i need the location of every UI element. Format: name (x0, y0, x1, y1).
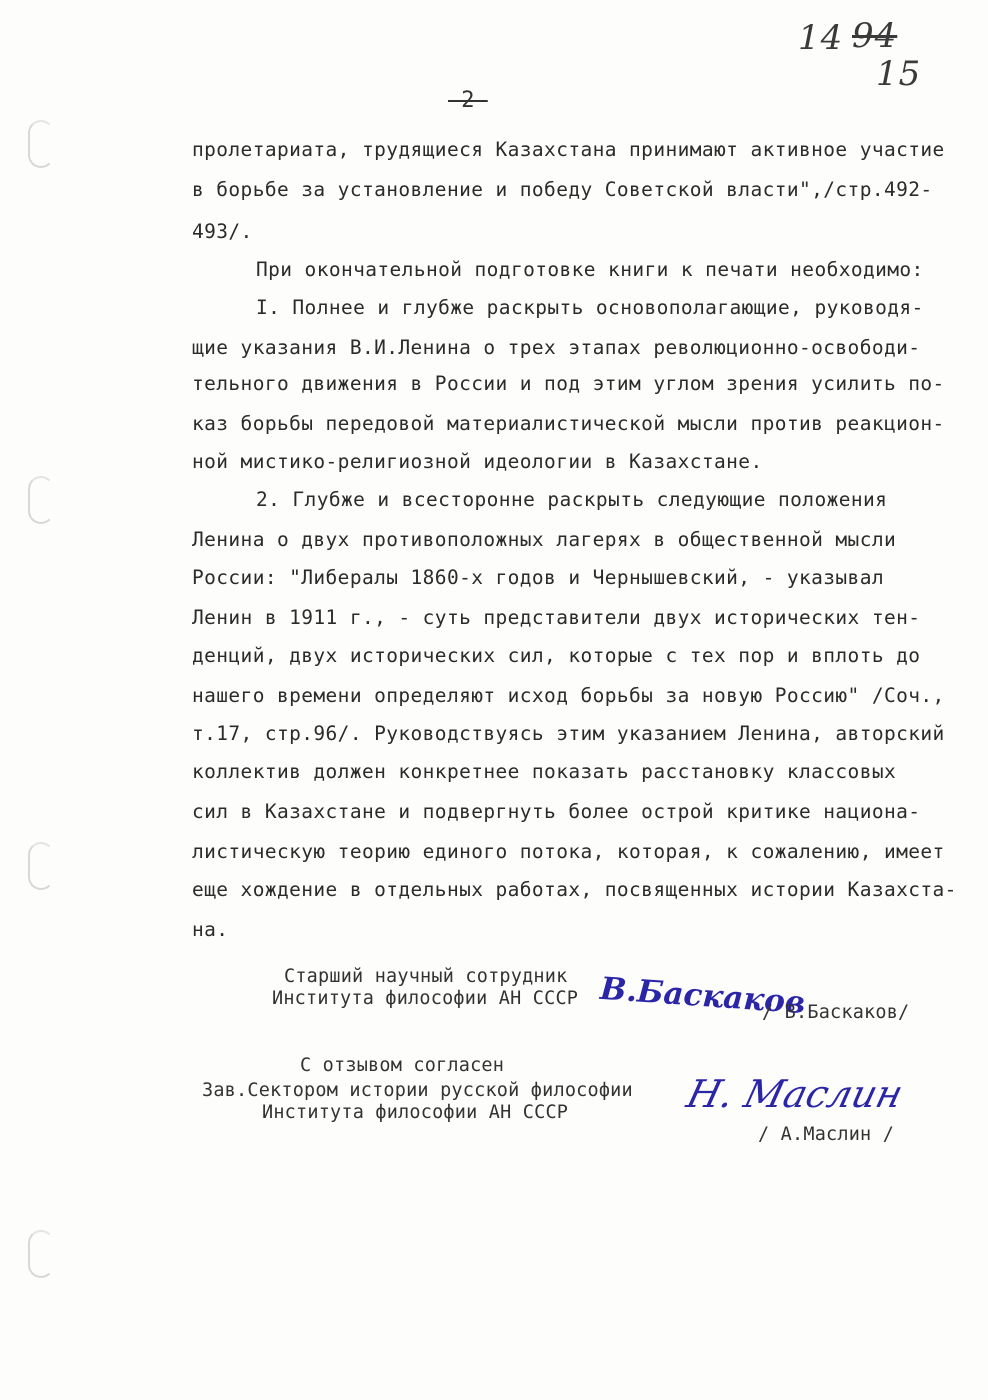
archive-number-a: 14 (798, 18, 844, 58)
body-line: на. (192, 918, 229, 941)
signer-title-line: Старший научный сотрудник (284, 966, 568, 987)
signer-name: / В.Баскаков/ (762, 1002, 910, 1023)
archive-number-c: 15 (876, 54, 922, 94)
archive-page-number (790, 18, 940, 93)
body-line: денций, двух исторических сил, которые с тех пор и вплоть до (192, 644, 921, 667)
body-line: в борьбе за установление и победу Советской власти",/стр.492- (192, 178, 933, 201)
body-line: ной мистико-религиозной идеологии в Казахстане. (192, 450, 763, 473)
punch-hole (28, 1230, 54, 1278)
body-line: Ленина о двух противоположных лагерях в общественной мысли (192, 528, 897, 551)
body-line: пролетариата, трудящиеся Казахстана принимают активное участие (192, 138, 945, 161)
handwritten-signature: Н. Маслин (682, 1072, 908, 1116)
body-line: При окончательной подготовке книги к печати необходимо: (256, 258, 924, 281)
punch-hole (28, 842, 54, 890)
body-line: сил в Казахстане и подвергнуть более острой критике национа- (192, 800, 921, 823)
signer-title-line: Института философии АН СССР (262, 1102, 569, 1123)
body-line: каз борьбы передовой материалистической мысли против реакцион- (192, 412, 945, 435)
body-line: щие указания В.И.Ленина о трех этапах революционно-освободи- (192, 336, 921, 359)
body-line: I. Полнее и глубже раскрыть основополагающие, руководя- (256, 296, 924, 319)
signer-name: / А.Маслин / (758, 1124, 895, 1145)
punch-hole (28, 120, 54, 168)
signer-title-line: Института философии АН СССР (272, 988, 579, 1009)
body-line: тельного движения в России и под этим углом зрения усилить по- (192, 372, 945, 395)
approval-line: С отзывом согласен (300, 1055, 505, 1076)
body-line: коллектив должен конкретнее показать расстановку классовых (192, 760, 897, 783)
punch-hole (28, 476, 54, 524)
handwritten-signature: В.Баскаков (598, 970, 807, 1022)
body-line: т.17, стр.96/. Руководствуясь этим указанием Ленина, авторский (192, 722, 945, 745)
signer-title-line: Зав.Сектором истории русской философии (202, 1080, 633, 1101)
page-number: -2- (448, 88, 488, 113)
body-line: 493/. (192, 220, 253, 243)
body-line: еще хождение в отдельных работах, посвященных истории Казахста- (192, 878, 957, 901)
archive-number-b: 94 (852, 16, 898, 56)
body-line: 2. Глубже и всесторонне раскрыть следующие положения (256, 488, 888, 511)
body-line: нашего времени определяют исход борьбы за новую Россию" /Соч., (192, 684, 945, 707)
body-line: Ленин в 1911 г., - суть представители двух исторических тен- (192, 606, 921, 629)
body-line: листическую теорию единого потока, которая, к сожалению, имеет (192, 840, 945, 863)
body-line: России: "Либералы 1860-х годов и Чернышевский, - указывал (192, 566, 884, 589)
